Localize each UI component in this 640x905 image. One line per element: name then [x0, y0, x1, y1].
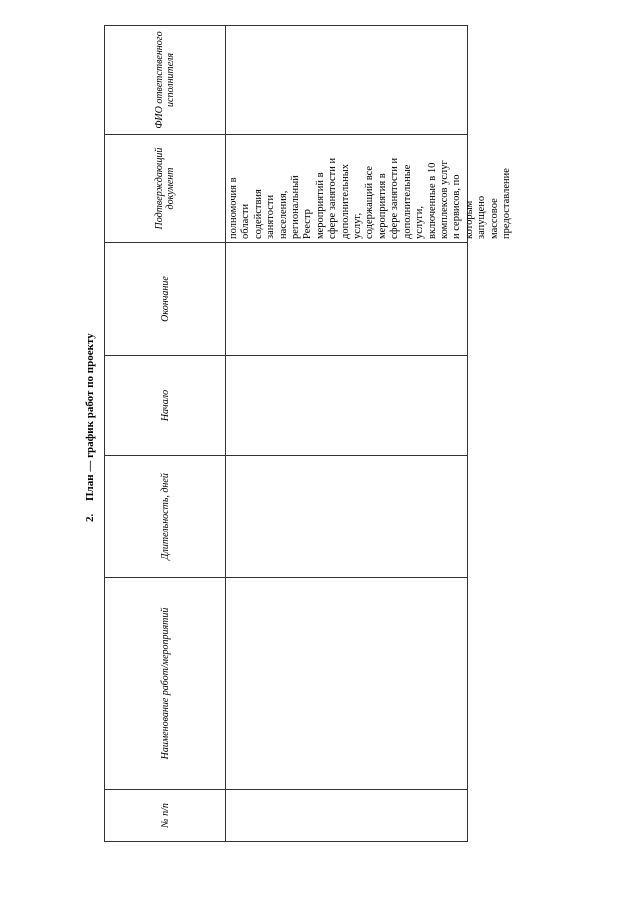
rotated-page-content	[80, 26, 512, 842]
document-text-line: услуги,	[414, 206, 426, 239]
section-title	[80, 333, 100, 522]
header-num: № п/п	[105, 790, 226, 842]
document-text-line: запущено	[476, 195, 488, 239]
document-text-line: комплексов услуг	[438, 160, 450, 239]
document-text-line: массовое	[488, 198, 500, 239]
header-end: Окончание	[105, 243, 226, 356]
document-text-line: содержащий все	[364, 165, 376, 239]
header-document: Подтверждающий документ	[105, 135, 226, 243]
work-plan-table	[104, 25, 512, 842]
document-text-line: содействия	[252, 189, 264, 239]
header-name: Наименование работ/мероприятий	[105, 578, 226, 790]
document-text-line: области	[240, 203, 252, 239]
document-text-line: предоставление	[500, 168, 512, 239]
header-start: Начало	[105, 356, 226, 456]
document-text-line: сфере занятости и	[389, 157, 401, 239]
cell-start	[226, 356, 468, 456]
document-text-line: услуг,	[352, 212, 364, 239]
document-text-line: региональный	[290, 175, 302, 239]
cell-name	[226, 578, 468, 790]
header-duration: Длительность, дней	[105, 456, 226, 578]
document-text-line: дополнительные	[401, 164, 413, 239]
document-text-line: населения,	[277, 190, 289, 239]
document-text-line: Реестр	[302, 209, 314, 239]
document-text-line: включенные в 10	[426, 162, 438, 239]
section-number: 2.	[84, 513, 96, 522]
table-header-row	[105, 26, 226, 842]
document-text-line: занятости	[265, 194, 277, 239]
document-text-line: которым	[463, 200, 475, 239]
document-text-line: и сервисов, по	[451, 174, 463, 239]
document-text-line: мероприятий в	[314, 172, 326, 239]
header-responsible: ФИО ответственного исполнителя	[105, 26, 226, 135]
document-text-line: мероприятия в	[376, 173, 388, 239]
section-title-text: План — график работ по проекту	[84, 333, 96, 501]
table-row	[226, 26, 468, 842]
document-text	[226, 135, 512, 242]
cell-responsible	[226, 26, 468, 135]
cell-duration	[226, 456, 468, 578]
document-text-line: сфере занятости и	[327, 157, 339, 239]
document-text-line: полномочия в	[228, 177, 239, 239]
cell-document	[226, 135, 512, 243]
cell-num	[226, 790, 468, 842]
document-text-line: дополнительных	[339, 163, 351, 239]
cell-end	[226, 243, 468, 356]
